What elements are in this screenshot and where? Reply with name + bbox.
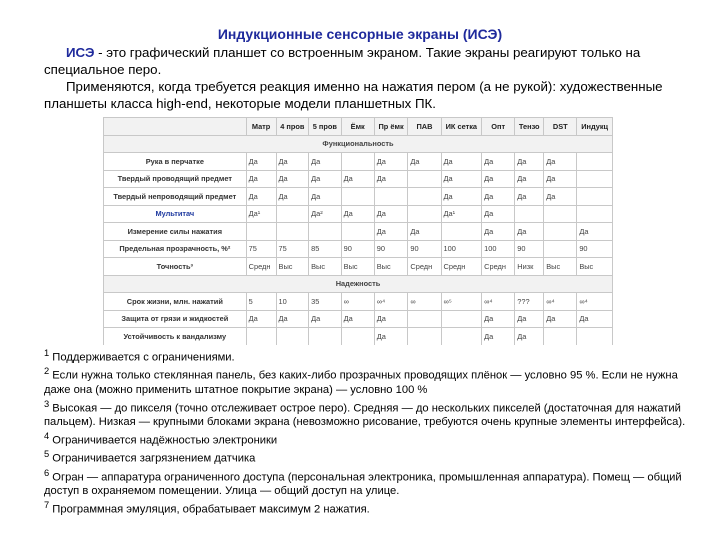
table-cell: [341, 153, 374, 171]
table-cell: ∞: [341, 293, 374, 311]
footnote-text: Поддерживается с ограничениями.: [49, 351, 235, 364]
table-cell: [441, 328, 482, 346]
table-cell: 35: [309, 293, 342, 311]
table-cell: Да: [441, 188, 482, 206]
table-cell: 90: [408, 240, 441, 258]
table-cell: Средн: [441, 258, 482, 276]
table-row: [104, 310, 613, 328]
column-header: Тензо: [515, 118, 544, 136]
table-cell: [408, 328, 441, 346]
table-cell: ∞⁴: [482, 293, 515, 311]
table-cell: 85: [309, 240, 342, 258]
footnote-number: 1: [44, 348, 50, 358]
footnote: [44, 430, 694, 448]
table-cell: Да¹: [246, 205, 276, 223]
table-cell: 90: [374, 240, 408, 258]
intro-p1-text: - это графический планшет со встроенным экраном. Такие экраны реагируют только на специальное перо.: [44, 45, 641, 77]
table-cell: [408, 170, 441, 188]
table-cell: [246, 223, 276, 241]
table-cell: 100: [441, 240, 482, 258]
footnote-text: Если нужна только стеклянная панель, без каких-либо прозрачных проводящих плёнок — условно 95 %. Если не нужна даже она (можно применить штатное покрытие экрана) — условно 100 %: [44, 370, 678, 396]
footnote-number: 2: [44, 366, 50, 377]
table-cell: Да: [276, 188, 309, 206]
row-label: Рука в перчатке: [104, 153, 247, 171]
table-cell: Да: [482, 188, 515, 206]
table-cell: Да: [577, 223, 613, 241]
column-header: Ёмк: [341, 118, 374, 136]
table-cell: Да: [341, 310, 374, 328]
table-cell: ∞⁵: [441, 293, 482, 311]
table-cell: Да: [246, 310, 276, 328]
footnote-number: 4: [44, 430, 50, 441]
table-cell: Выс: [309, 258, 342, 276]
table-cell: Да: [482, 223, 515, 241]
footnote: [44, 365, 694, 397]
table-cell: Да: [515, 153, 544, 171]
table-cell: Да: [408, 223, 441, 241]
row-label: Твердый непроводящий предмет: [104, 188, 247, 206]
table-cell: ∞: [408, 293, 441, 311]
table-cell: Да: [276, 310, 309, 328]
column-header: Матр: [246, 118, 276, 136]
column-header: DST: [544, 118, 577, 136]
table-cell: [577, 188, 613, 206]
table-cell: [544, 205, 577, 223]
table-cell: Да: [246, 188, 276, 206]
table-cell: Да: [309, 153, 342, 171]
table-cell: [515, 205, 544, 223]
section-row: [104, 275, 613, 293]
table-cell: ∞⁴: [374, 293, 408, 311]
table-cell: Да: [374, 170, 408, 188]
table-cell: Выс: [374, 258, 408, 276]
table-cell: ???: [515, 293, 544, 311]
column-header: 4 пров: [276, 118, 309, 136]
section-row: [104, 135, 613, 153]
row-label: Твердый проводящий предмет: [104, 170, 247, 188]
table-row: [104, 328, 613, 346]
table-cell: Да: [544, 310, 577, 328]
table-cell: [276, 223, 309, 241]
row-label: Измерение силы нажатия: [104, 223, 247, 241]
table-cell: Средн: [246, 258, 276, 276]
table-cell: [309, 328, 342, 346]
table-row: [104, 223, 613, 241]
footnote-number: 7: [44, 499, 50, 510]
table-cell: [246, 328, 276, 346]
table-cell: Да: [374, 310, 408, 328]
table-cell: [341, 223, 374, 241]
table-row: [104, 153, 613, 171]
table-cell: Да: [482, 328, 515, 346]
table-cell: 90: [577, 240, 613, 258]
column-header: Пр ёмк: [374, 118, 408, 136]
row-label: Защита от грязи и жидкостей: [104, 310, 247, 328]
table-cell: [341, 188, 374, 206]
table-cell: [408, 188, 441, 206]
comparison-table: [103, 117, 613, 345]
table-cell: Да: [374, 328, 408, 346]
column-header: ИК сетка: [441, 118, 482, 136]
table-cell: Да: [374, 223, 408, 241]
table-cell: [544, 223, 577, 241]
table-row: [104, 293, 613, 311]
table-cell: 90: [515, 240, 544, 258]
table-cell: Да: [482, 205, 515, 223]
page-title: Индукционные сенсорные экраны (ИСЭ): [217, 26, 503, 42]
table-row: [104, 170, 613, 188]
table-cell: Выс: [341, 258, 374, 276]
table-cell: Да: [482, 310, 515, 328]
table-cell: Да²: [309, 205, 342, 223]
table-cell: Да: [341, 170, 374, 188]
table-cell: Да: [515, 328, 544, 346]
table-cell: [577, 153, 613, 171]
table-cell: Да: [515, 223, 544, 241]
table-cell: Да: [309, 310, 342, 328]
intro-paragraph-2: Применяются, когда требуется реакция именно на нажатия пером (а не рукой): художественные планшеты класса high-end, некоторые модели планшетных ПК.: [44, 79, 663, 111]
intro-paragraph-1: [44, 44, 684, 78]
intro-text: [44, 44, 684, 112]
table-cell: [309, 223, 342, 241]
row-label: Точность³: [104, 258, 247, 276]
table-cell: [374, 188, 408, 206]
table-cell: Да: [374, 153, 408, 171]
table-cell: Да: [441, 170, 482, 188]
row-label: Устойчивость к вандализму: [104, 328, 247, 346]
table-cell: [276, 328, 309, 346]
header-row: [104, 118, 613, 136]
table-cell: Да: [482, 153, 515, 171]
footnote-text: Программная эмуляция, обрабатывает максимум 2 нажатия.: [49, 503, 370, 516]
table-cell: [441, 223, 482, 241]
table-cell: Да: [515, 170, 544, 188]
table-cell: Да: [246, 170, 276, 188]
table-cell: Да: [276, 153, 309, 171]
table-cell: Да: [408, 153, 441, 171]
table-cell: Да: [276, 170, 309, 188]
table-cell: [577, 328, 613, 346]
table-row: [104, 258, 613, 276]
footnote-number: 6: [44, 467, 50, 478]
table-cell: Да: [341, 205, 374, 223]
table-cell: [408, 310, 441, 328]
table-cell: ∞⁴: [544, 293, 577, 311]
table-cell: Да: [544, 188, 577, 206]
footnote: [44, 467, 694, 499]
table-cell: Да¹: [441, 205, 482, 223]
table-cell: Да: [482, 170, 515, 188]
footnote-text: Высокая — до пикселя (точно отслеживает острое перо). Средняя — до нескольких пикселей (достаточная для нажатий пальцем). Низкая — крупными блоками экрана (невозможно рисование, требуются очень крупные элементы интерфейса).: [44, 402, 686, 429]
table-cell: 75: [246, 240, 276, 258]
footnote-text: Ограничивается надёжностью электроники: [49, 434, 278, 447]
row-label: Мультитач: [104, 205, 247, 223]
table-cell: [577, 205, 613, 223]
row-label: Предельная прозрачность, %²: [104, 240, 247, 258]
row-label: Срок жизни, млн. нажатий: [104, 293, 247, 311]
table-cell: Да: [515, 310, 544, 328]
column-header: [104, 118, 247, 136]
footnote: [44, 398, 694, 430]
table-cell: Да: [515, 188, 544, 206]
table-cell: Средн: [482, 258, 515, 276]
column-header: ПАВ: [408, 118, 441, 136]
footnote-number: 3: [44, 398, 50, 409]
term: ИСЭ: [66, 45, 95, 60]
table-cell: Выс: [276, 258, 309, 276]
table-cell: Выс: [577, 258, 613, 276]
footnote-text: Огран — аппаратура ограниченного доступа (персональная электроника, промышленная аппаратура). Помещ — общий доступ в охраняемом помещении. Улица — общий доступ на улице.: [44, 471, 682, 498]
table-cell: 5: [246, 293, 276, 311]
table-cell: Да: [309, 188, 342, 206]
table-cell: Да: [246, 153, 276, 171]
table-cell: Да: [309, 170, 342, 188]
footnote: [44, 499, 694, 517]
footnote-number: 5: [44, 449, 50, 460]
table-cell: [276, 205, 309, 223]
footnote-text: Ограничивается загрязнением датчика: [49, 452, 256, 465]
table-cell: 10: [276, 293, 309, 311]
table-cell: Да: [544, 153, 577, 171]
table-cell: Низк: [515, 258, 544, 276]
table-cell: Да: [374, 205, 408, 223]
section-title: Надежность: [104, 275, 613, 293]
table-cell: [544, 328, 577, 346]
table-cell: [341, 328, 374, 346]
footnote: [44, 448, 694, 466]
comparison-table-image: [103, 117, 613, 345]
section-title: Функциональность: [104, 135, 613, 153]
table-row: [104, 240, 613, 258]
table-row: [104, 188, 613, 206]
table-cell: Да: [441, 153, 482, 171]
table-row: [104, 205, 613, 223]
table-cell: [408, 205, 441, 223]
table-cell: 100: [482, 240, 515, 258]
column-header: Опт: [482, 118, 515, 136]
table-cell: [441, 310, 482, 328]
table-cell: Выс: [544, 258, 577, 276]
column-header: Индукц: [577, 118, 613, 136]
column-header: 5 пров: [309, 118, 342, 136]
footnote: [44, 347, 694, 365]
table-cell: Да: [544, 170, 577, 188]
table-cell: Да: [577, 310, 613, 328]
footnotes: [44, 347, 694, 517]
table-cell: [544, 240, 577, 258]
table-cell: 90: [341, 240, 374, 258]
table-cell: 75: [276, 240, 309, 258]
table-cell: ∞⁴: [577, 293, 613, 311]
table-cell: Средн: [408, 258, 441, 276]
table-cell: [577, 170, 613, 188]
